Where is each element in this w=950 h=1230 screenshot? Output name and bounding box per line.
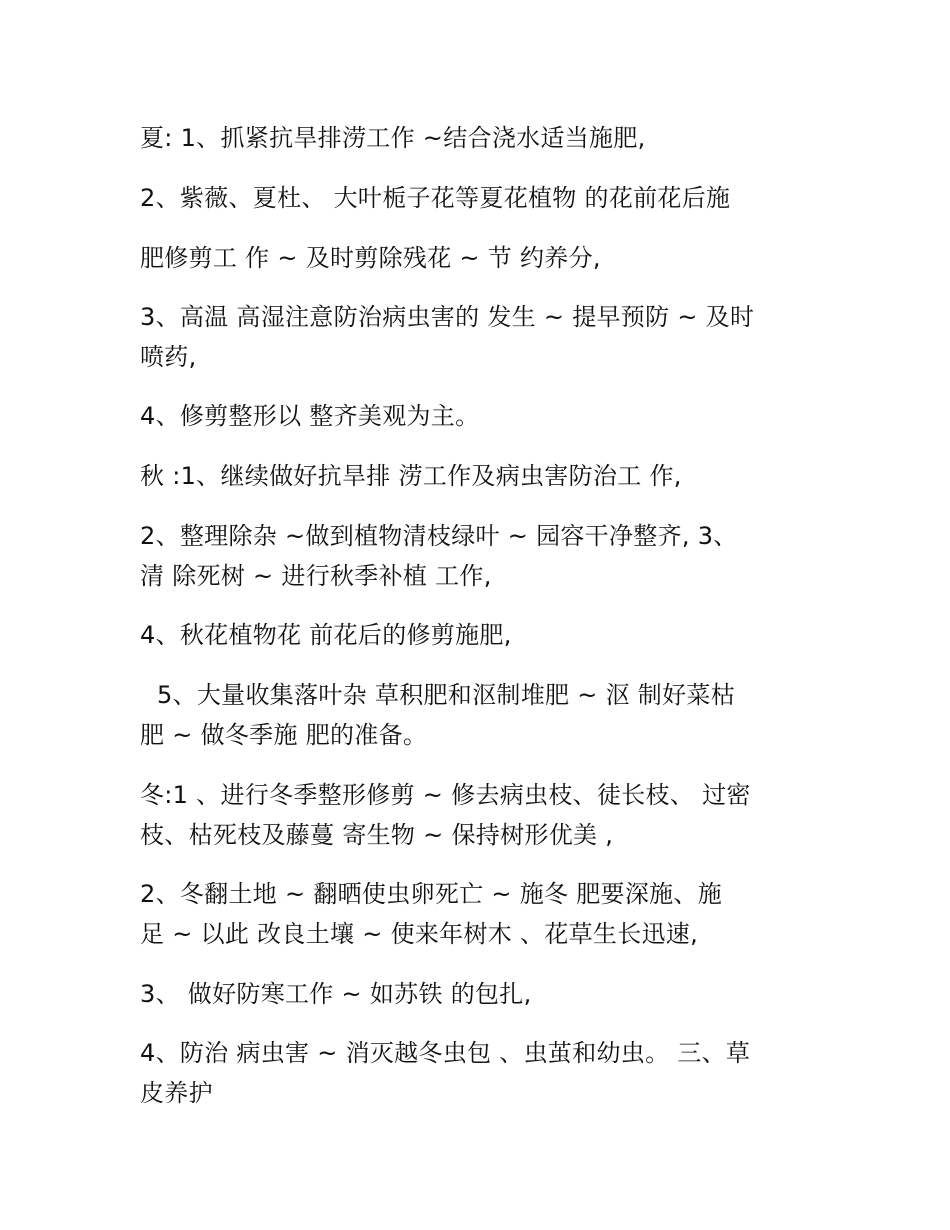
text-line: 3、 做好防寒工作 ~ 如苏铁 的包扎, bbox=[140, 980, 532, 1008]
text-line: 肥修剪工 作 ~ 及时剪除残花 ~ 节 约养分, bbox=[140, 244, 601, 272]
text-line: 喷药, bbox=[140, 343, 197, 371]
paragraph-autumn-5-cont bbox=[140, 715, 820, 755]
paragraph-summer-4 bbox=[140, 396, 820, 436]
paragraph-winter-1 bbox=[140, 775, 820, 855]
paragraph-summer-1 bbox=[140, 118, 820, 158]
text-line: 4、秋花植物花 前花后的修剪施肥, bbox=[140, 621, 512, 649]
text-line: 皮养护 bbox=[140, 1079, 213, 1107]
text-line: 夏: 1、抓紧抗旱排涝工作 ~结合浇水适当施肥, bbox=[140, 124, 646, 152]
paragraph-autumn-4 bbox=[140, 615, 820, 655]
text-line: 2、冬翻土地 ~ 翻晒使虫卵死亡 ~ 施冬 肥要深施、施 bbox=[140, 880, 723, 908]
text-line: 4、修剪整形以 整齐美观为主。 bbox=[140, 402, 480, 430]
paragraph-winter-4 bbox=[140, 1033, 820, 1113]
paragraph-summer-3 bbox=[140, 297, 820, 377]
text-line: 5、大量收集落叶杂 草积肥和沤制堆肥 ~ 沤 制好菜枯 bbox=[157, 681, 735, 709]
text-line: 秋 :1、继续做好抗旱排 涝工作及病虫害防治工 作, bbox=[140, 462, 682, 490]
text-line: 肥 ~ 做冬季施 肥的准备。 bbox=[140, 721, 428, 749]
text-line: 4、防治 病虫害 ~ 消灭越冬虫包 、虫茧和幼虫。 三、草 bbox=[140, 1039, 751, 1067]
text-line: 3、高温 高湿注意防治病虫害的 发生 ~ 提早预防 ~ 及时 bbox=[140, 303, 755, 331]
text-line: 冬:1 、进行冬季整形修剪 ~ 修去病虫枝、徒长枝、 过密 bbox=[140, 781, 751, 809]
text-line: 枝、枯死枝及藤蔓 寄生物 ~ 保持树形优美 , bbox=[140, 821, 614, 849]
paragraph-summer-2 bbox=[140, 178, 820, 218]
text-line: 足 ~ 以此 改良土壤 ~ 使来年树木 、花草生长迅速, bbox=[140, 920, 699, 948]
paragraph-autumn-5 bbox=[157, 675, 837, 715]
paragraph-summer-2-cont bbox=[140, 238, 820, 278]
paragraph-autumn-1 bbox=[140, 456, 820, 496]
text-line: 清 除死树 ~ 进行秋季补植 工作, bbox=[140, 562, 492, 590]
text-line: 2、整理除杂 ~做到植物清枝绿叶 ~ 园容干净整齐, 3、 bbox=[140, 522, 738, 550]
paragraph-winter-3 bbox=[140, 974, 820, 1014]
text-line: 2、紫薇、夏杜、 大叶栀子花等夏花植物 的花前花后施 bbox=[140, 184, 731, 212]
paragraph-autumn-2 bbox=[140, 516, 820, 596]
paragraph-winter-2 bbox=[140, 874, 820, 954]
